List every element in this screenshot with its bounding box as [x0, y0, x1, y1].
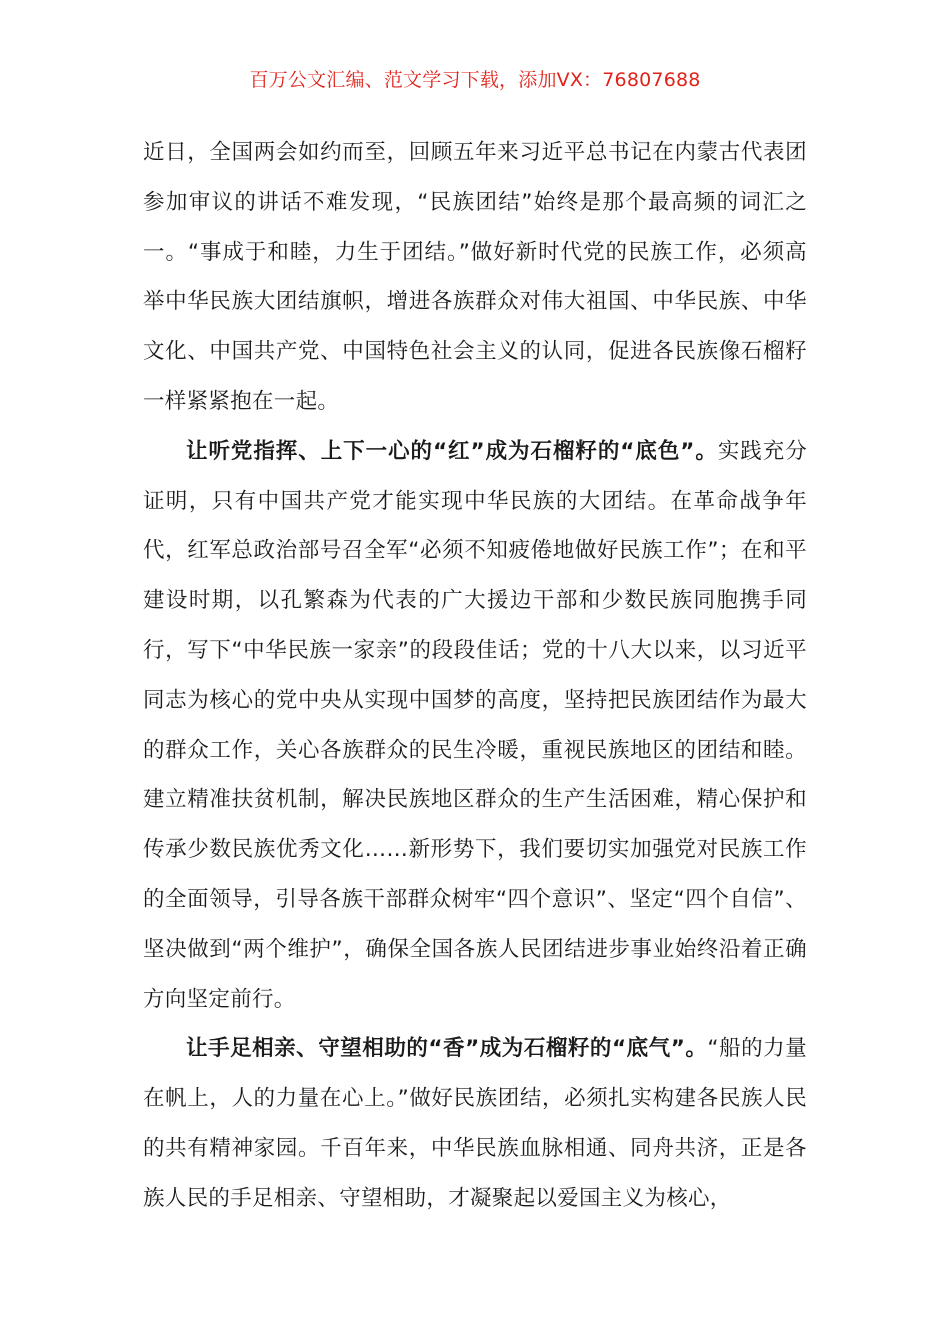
paragraph-intro	[143, 128, 807, 427]
paragraph-text: 近日，全国两会如约而至，回顾五年来习近平总书记在内蒙古代表团参加审议的讲话不难发现，“民族团结”始终是那个最高频的词汇之一。“事成于和睦，力生于团结。”做好新时代党的民族工作，必须高举中华民族大团结旗帜，增进各族群众对伟大祖国、中华民族、中华文化、中国共产党、中国特色社会主义的认同，促进各民族像石榴籽一样紧紧抱在一起。	[143, 140, 807, 414]
paragraph-lead-heading: 让手足相亲、守望相助的“香”成为石榴籽的“底气”。	[186, 1036, 708, 1062]
paragraph-red	[143, 427, 807, 1025]
paragraph-text: “船的力量在帆上，人的力量在心上。”做好民族团结，必须扎实构建各民族人民的共有精神家园。千百年来，中华民族血脉相通、同舟共济，正是各族人民的手足相亲、守望相助，才凝聚起以爱国主义为核心，	[143, 1036, 808, 1211]
paragraph-text: 实践充分证明，只有中国共产党才能实现中华民族的大团结。在革命战争年代，红军总政治部号召全军“必须不知疲倦地做好民族工作”；在和平建设时期，以孔繁森为代表的广大援边干部和少数民族同胞携手同行，写下“中华民族一家亲”的段段佳话；党的十八大以来，以习近平同志为核心的党中央从实现中国梦的高度，坚持把民族团结作为最大的群众工作，关心各族群众的民生冷暖，重视民族地区的团结和睦。建立精准扶贫机制，解决民族地区群众的生产生活困难，精心保护和传承少数民族优秀文化……新形势下，我们要切实加强党对民族工作的全面领导，引导各族干部群众树牢“四个意识”、坚定“四个自信”、坚决做到“两个维护”，确保全国各族人民团结进步事业始终沿着正确方向坚定前行。	[143, 438, 808, 1012]
paragraph-lead-heading: 让听党指挥、上下一心的“红”成为石榴籽的“底色”。	[186, 438, 718, 464]
promo-header: 百万公文汇编、范文学习下载，添加VX：76807688	[249, 69, 701, 91]
paragraph-fragrance	[143, 1024, 807, 1223]
document-body	[143, 128, 807, 1224]
